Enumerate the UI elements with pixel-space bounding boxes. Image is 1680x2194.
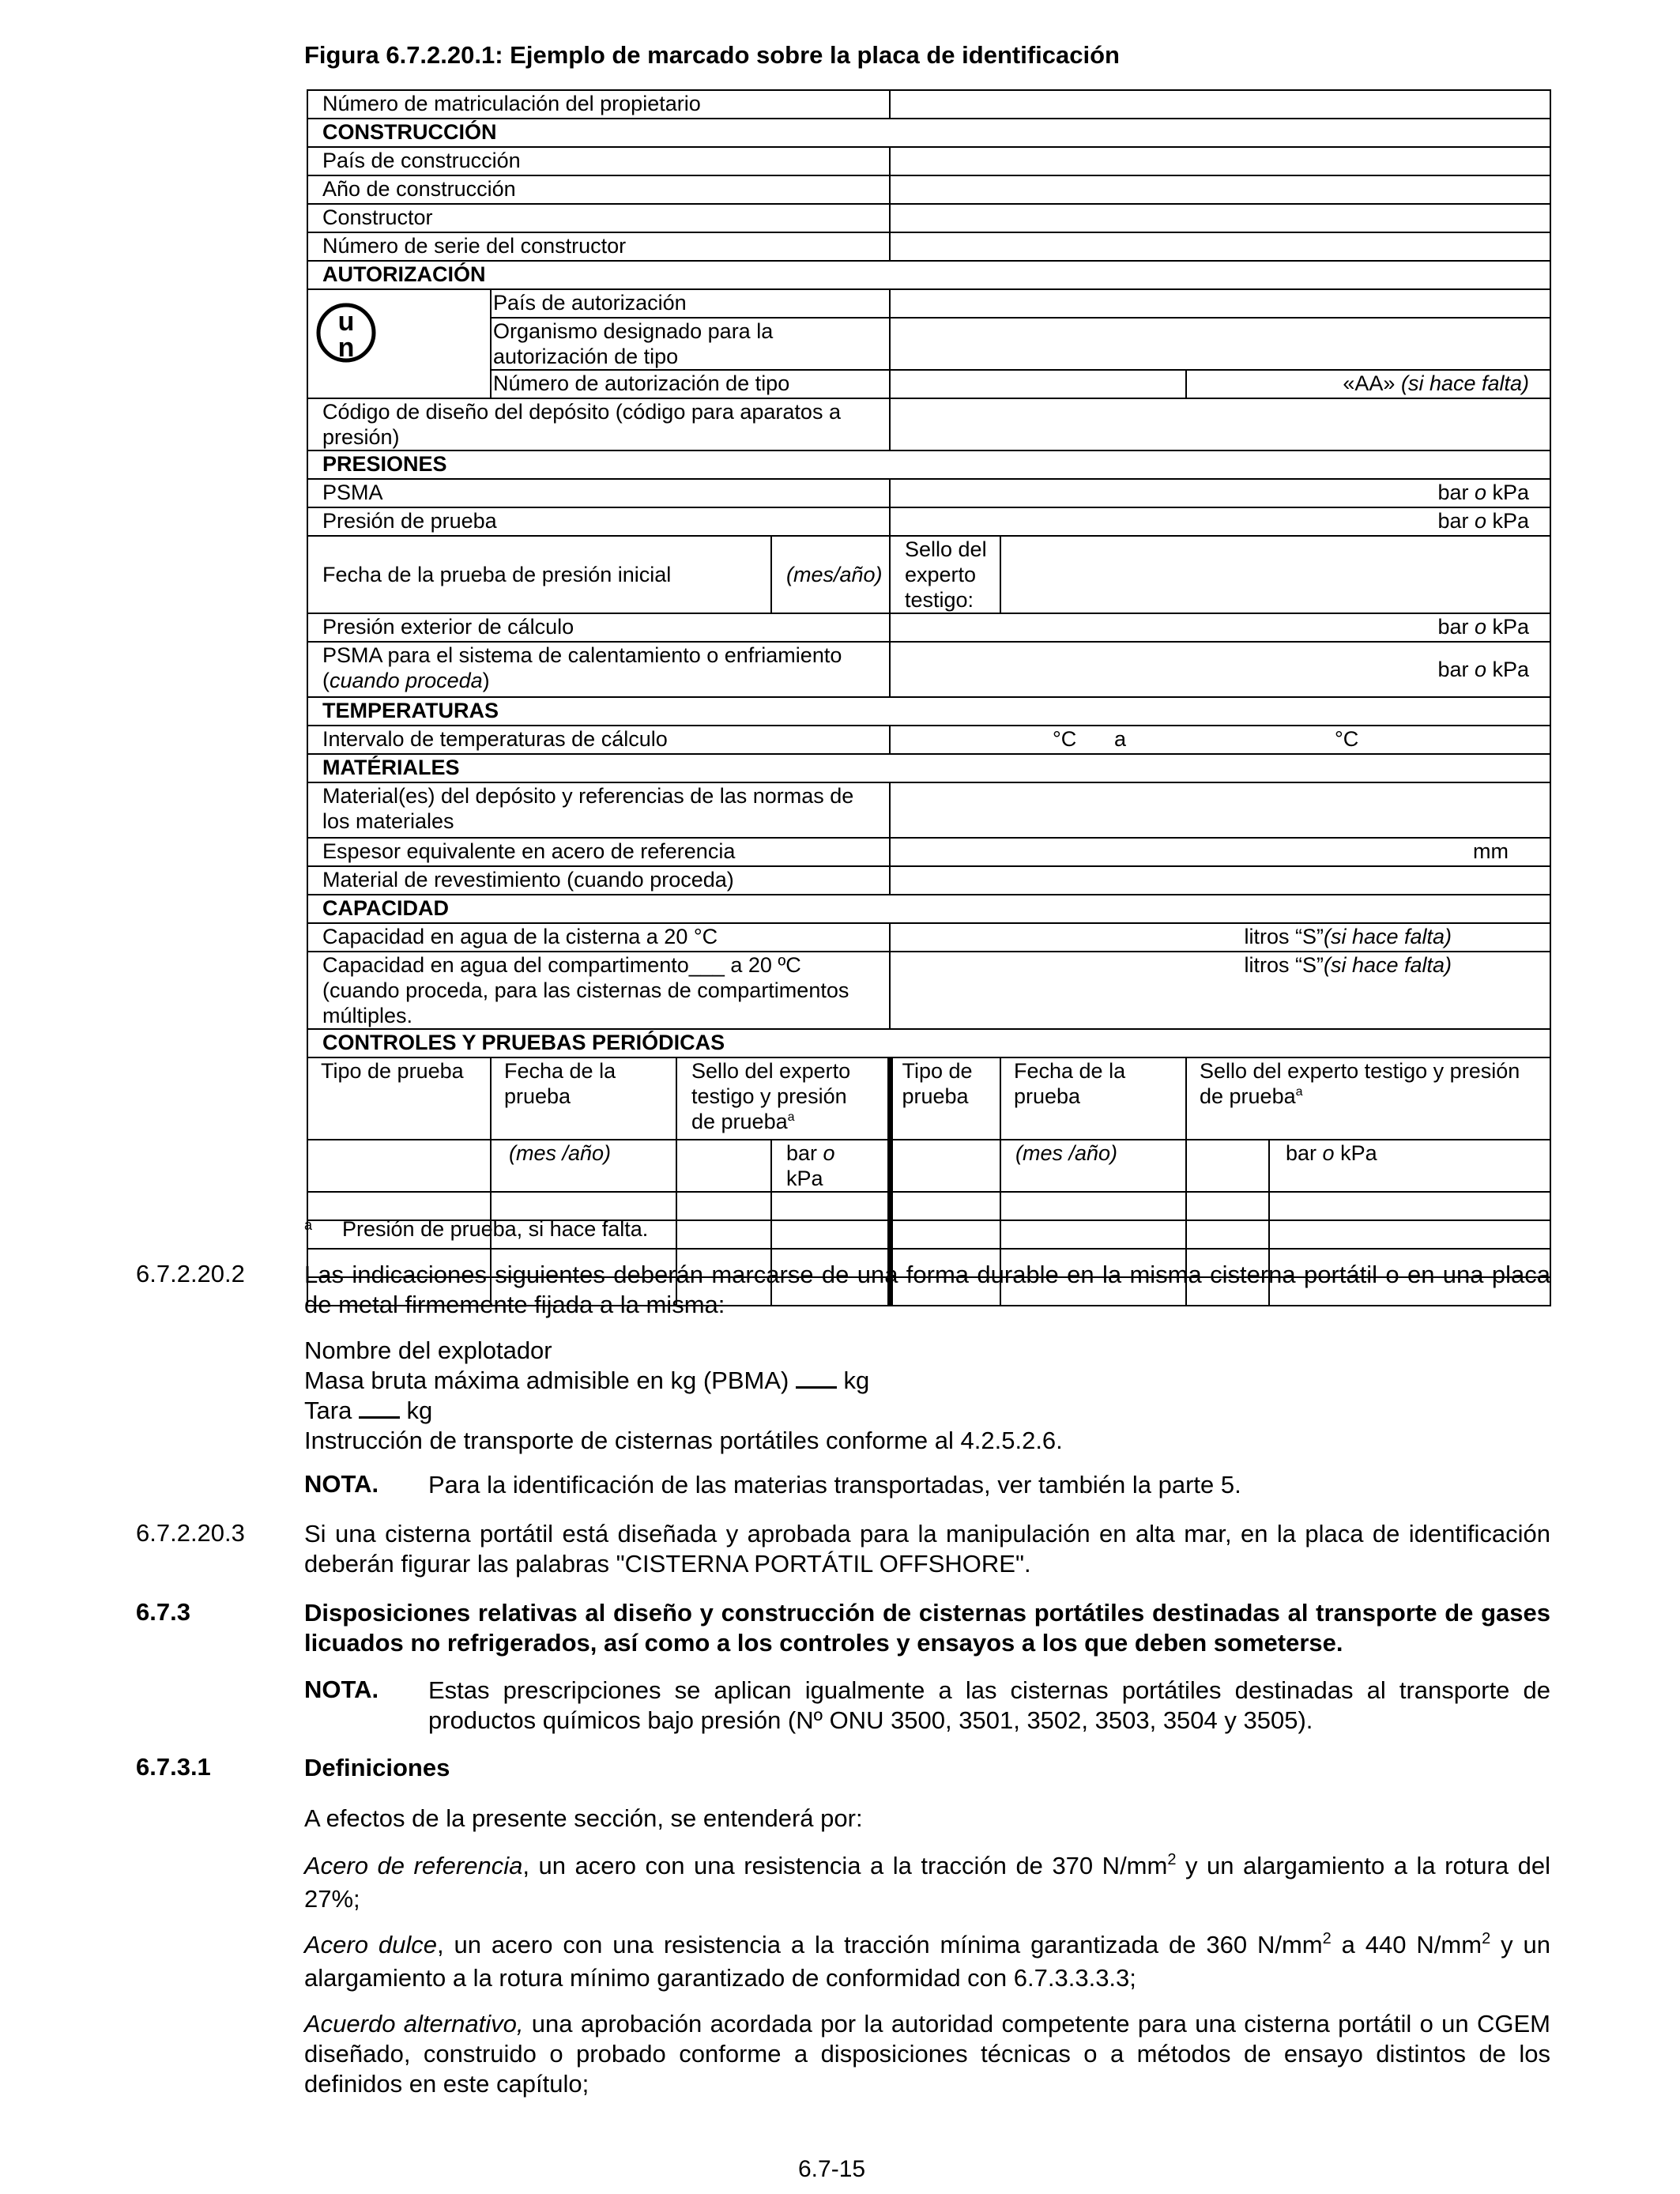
plate-value-cell <box>890 866 1550 895</box>
table-row <box>307 613 1550 642</box>
table-row <box>307 1057 1550 1140</box>
section-heading: CONTROLES Y PRUEBAS PERIÓDICAS <box>307 1029 1550 1057</box>
plate-value-cell <box>1000 536 1550 613</box>
definition-text: , un acero con una resistencia a la tracción mínima garantizada de 360 N/mm <box>437 1931 1323 1958</box>
plate-value-cell <box>890 204 1550 232</box>
plate-label-text: Organismo designado para la autorización de tipo <box>493 319 774 368</box>
footnote-mark: a <box>1295 1085 1303 1099</box>
section-heading: PRESIONES <box>307 450 1550 479</box>
plate-value-cell <box>890 232 1550 261</box>
footnote-mark: a <box>787 1110 795 1124</box>
list-item-text: Tara <box>304 1397 359 1424</box>
unit-kpa: kPa <box>786 1167 823 1190</box>
section-heading: TEMPERATURAS <box>307 697 1550 726</box>
plate-value-cell <box>890 147 1550 175</box>
plate-label: Material de revestimiento (cuando proceda) <box>307 866 890 895</box>
plate-label <box>491 370 890 398</box>
list-item-text: Masa bruta máxima admisible en kg (PBMA) <box>304 1367 796 1394</box>
note-text: Para la identificación de las materias transportadas, ver también la parte 5. <box>428 1471 1241 1498</box>
plate-label-text: ) <box>482 669 490 692</box>
footnote-mark: a <box>304 1217 313 1233</box>
definition-term: Acero dulce <box>304 1931 437 1958</box>
unit-cell <box>890 642 1550 697</box>
plate-label-text: PSMA para el sistema de calentamiento o enfriamiento ( <box>322 643 842 692</box>
aa-cell <box>1186 370 1550 398</box>
unit-or: o <box>1322 1141 1335 1165</box>
unit-cell <box>771 1140 890 1192</box>
col-header: Tipo de prueba <box>307 1057 491 1140</box>
section-heading: MATÉRIALES <box>307 754 1550 782</box>
section-heading: Disposiciones relativas al diseño y construcción de cisternas portátiles destinadas al transporte de gases licuados no refrigerados, así como a los controles y ensayos a los que deben someterse. <box>304 1599 1550 1657</box>
table-row <box>307 697 1550 726</box>
plate-label: País de construcción <box>307 147 890 175</box>
grid-cell <box>1000 1192 1186 1220</box>
table-row <box>307 204 1550 232</box>
definition-text: a 440 N/mm <box>1331 1931 1482 1958</box>
definition-text: una aprobación acordada por la autoridad competente para una cisterna portátil o un CGEM diseñado, construido o probado conforme a disposiciones técnicas o a métodos de ensayo distintos de los definidos en este capítulo; <box>304 2010 1550 2098</box>
list-item <box>304 1396 1550 1426</box>
grid-cell <box>1269 1220 1550 1249</box>
aa-text: «AA» <box>1343 371 1396 395</box>
section-heading: Definiciones <box>304 1754 450 1781</box>
list-item: Instrucción de transporte de cisternas portátiles conforme al 4.2.5.2.6. <box>304 1427 1063 1454</box>
section-heading: AUTORIZACIÓN <box>307 261 1550 289</box>
witness-stamp-label: Sello del experto testigo: <box>890 536 1000 613</box>
table-row <box>307 782 1550 838</box>
col-header <box>676 1057 890 1140</box>
figure-title: Figura 6.7.2.20.1: Ejemplo de marcado sobre la placa de identificación <box>304 41 1120 69</box>
section-paragraph: A efectos de la presente sección, se entenderá por: <box>304 1804 863 1832</box>
definition-term: Acuerdo alternativo, <box>304 2010 524 2038</box>
section-paragraph: Las indicaciones siguientes deberán marcarse de una forma durable en la misma cisterna portátil o en una placa de metal firmemente fijada a la misma: <box>304 1261 1550 1318</box>
grid-cell <box>491 1192 676 1220</box>
section-heading: CAPACIDAD <box>307 895 1550 923</box>
unit-bar: bar <box>1437 509 1475 533</box>
unit-bar: bar <box>1437 658 1475 681</box>
table-row <box>307 1029 1550 1057</box>
note-label: NOTA. <box>304 1470 379 1498</box>
unit-bar: bar <box>1437 481 1475 504</box>
definition-paragraph <box>304 2009 1550 2099</box>
col-header: Fecha de la prueba <box>1000 1057 1186 1140</box>
blank-line <box>359 1399 400 1419</box>
note-label: NOTA. <box>304 1676 379 1703</box>
plate-value-cell <box>890 370 1186 398</box>
plate-value-cell <box>890 289 1550 318</box>
unit-cell <box>890 613 1550 642</box>
date-format-label: (mes/año) <box>771 536 890 613</box>
unit-kpa: kPa <box>1486 615 1530 639</box>
note-text: Estas prescripciones se aplican igualmente a las cisternas portátiles destinadas al transporte de productos químicos bajo presión (Nº ONU 3500, 3501, 3502, 3503, 3504 y 3505). <box>428 1676 1550 1734</box>
unit-note: (si hace falta) <box>1323 953 1452 977</box>
col-header: Tipo de prueba <box>890 1057 1000 1140</box>
list-item-text: kg <box>836 1367 870 1394</box>
list-item: Nombre del explotador <box>304 1336 552 1364</box>
plate-label: Material(es) del depósito y referencias de las normas de los materiales <box>307 782 890 838</box>
grid-cell <box>890 1140 1000 1192</box>
table-row <box>307 398 1550 450</box>
plate-label: Espesor equivalente en acero de referencia <box>307 838 890 866</box>
marking-list <box>304 1336 1550 1456</box>
grid-cell <box>676 1220 771 1249</box>
col-header <box>1186 1057 1550 1140</box>
unit-or: o <box>1474 481 1486 504</box>
grid-cell <box>771 1220 890 1249</box>
table-row <box>307 726 1550 754</box>
table-row <box>307 895 1550 923</box>
col-header-text: Sello del experto testigo y presión de prueba <box>1200 1059 1520 1108</box>
table-row <box>307 507 1550 536</box>
table-row <box>307 90 1550 119</box>
definition-paragraph <box>304 1930 1550 1993</box>
table-row <box>307 370 1550 398</box>
unit-cell <box>890 923 1550 952</box>
plate-label: Intervalo de temperaturas de cálculo <box>307 726 890 754</box>
temp-range-a: a <box>1114 727 1127 751</box>
unit-bar: bar <box>1286 1141 1323 1165</box>
plate-value-cell <box>890 90 1550 119</box>
date-format-label: (mes /año) <box>491 1140 676 1192</box>
un-packaging-symbol-icon <box>316 295 376 371</box>
unit-cell <box>890 507 1550 536</box>
unit-or: o <box>1474 615 1486 639</box>
unit-note: (si hace falta) <box>1323 925 1452 948</box>
list-item-text: kg <box>399 1397 433 1424</box>
plate-label <box>307 642 890 697</box>
unit-kpa: kPa <box>1486 509 1530 533</box>
plate-label: Código de diseño del depósito (código para aparatos a presión) <box>307 398 890 450</box>
un-logo-letter-n: n <box>337 333 355 363</box>
section-heading: CONSTRUCCIÓN <box>307 119 1550 147</box>
unit-kpa: kPa <box>1486 481 1530 504</box>
unit-cell <box>890 952 1550 1029</box>
unit-cell: mm <box>890 838 1550 866</box>
col-header-text: Sello del experto testigo y presión de prueba <box>691 1059 851 1133</box>
grid-cell <box>676 1192 771 1220</box>
plate-value-cell <box>890 398 1550 450</box>
definition-text: y un alargamiento a la rotura mínimo garantizado de conformidad con 6.7.3.3.3.3; <box>304 1931 1550 1992</box>
section-paragraph: Si una cisterna portátil está diseñada y aprobada para la manipulación en alta mar, en la placa de identificación deberán figurar las palabras "CISTERNA PORTÁTIL OFFSHORE". <box>304 1520 1550 1578</box>
table-row <box>307 232 1550 261</box>
plate-label-italic: cuando proceda <box>330 669 483 692</box>
definition-paragraph <box>304 1851 1550 1914</box>
table-row <box>307 838 1550 866</box>
plate-label: Número de matriculación del propietario <box>307 90 890 119</box>
table-row <box>307 261 1550 289</box>
unit-cell <box>890 479 1550 507</box>
un-logo-cell <box>307 289 491 398</box>
table-row <box>307 1140 1550 1192</box>
grid-cell <box>1186 1220 1269 1249</box>
definition-term: Acero de referencia <box>304 1852 523 1879</box>
section-number: 6.7.2.20.3 <box>136 1519 245 1547</box>
plate-value-cell <box>890 782 1550 838</box>
list-item <box>304 1366 1550 1396</box>
table-row <box>307 952 1550 1029</box>
plate-label <box>491 318 890 370</box>
table-row <box>307 450 1550 479</box>
grid-cell <box>890 1220 1000 1249</box>
table-row <box>307 479 1550 507</box>
page-number: 6.7-15 <box>798 2156 866 2182</box>
superscript: 2 <box>1482 1930 1491 1947</box>
grid-cell <box>1186 1192 1269 1220</box>
plate-value-cell <box>890 175 1550 204</box>
table-row <box>307 923 1550 952</box>
unit-bar: bar <box>1437 615 1475 639</box>
section-number: 6.7.3.1 <box>136 1753 211 1781</box>
un-logo-letter-u: u <box>337 307 355 337</box>
superscript: 2 <box>1322 1930 1332 1947</box>
unit-kpa: kPa <box>1486 658 1530 681</box>
definition-text: , un acero con una resistencia a la tracción de 370 N/mm <box>522 1852 1168 1879</box>
grid-cell <box>771 1192 890 1220</box>
temp-unit-min: °C <box>1053 727 1077 751</box>
unit-bar: bar <box>786 1141 823 1165</box>
table-row <box>307 536 1550 613</box>
definition-text: y un alargamiento a la rotura del 27%; <box>304 1852 1550 1913</box>
plate-label: Capacidad en agua del compartimento___ a 20 ºC (cuando proceda, para las cisternas de compartimentos múltiples. <box>307 952 890 1029</box>
grid-cell <box>1186 1140 1269 1192</box>
unit-or: o <box>1474 658 1486 681</box>
grid-cell <box>307 1140 491 1192</box>
table-row <box>307 289 1550 318</box>
footnote-text: Presión de prueba, si hace falta. <box>342 1217 649 1241</box>
table-row <box>307 175 1550 204</box>
plate-label-text: Número de autorización de tipo <box>493 371 790 395</box>
table-row <box>307 1192 1550 1220</box>
plate-label <box>491 289 890 318</box>
section-number: 6.7.2.20.2 <box>136 1260 245 1287</box>
date-format-label: (mes /año) <box>1000 1140 1186 1192</box>
col-header: Fecha de la prueba <box>491 1057 676 1140</box>
aa-note: (si hace falta) <box>1400 371 1530 395</box>
table-row <box>307 866 1550 895</box>
unit-or: o <box>823 1141 835 1165</box>
table-row <box>307 318 1550 370</box>
unit-litros: litros “S” <box>1244 953 1324 977</box>
plate-label: Presión exterior de cálculo <box>307 613 890 642</box>
plate-label: Capacidad en agua de la cisterna a 20 °C <box>307 923 890 952</box>
plate-label: Presión de prueba <box>307 507 890 536</box>
temperature-range-cell <box>890 726 1550 754</box>
plate-label: Fecha de la prueba de presión inicial <box>307 536 771 613</box>
grid-cell <box>676 1140 771 1192</box>
unit-litros: litros “S” <box>1244 925 1324 948</box>
grid-cell <box>307 1192 491 1220</box>
section-number: 6.7.3 <box>136 1598 190 1626</box>
plate-label: PSMA <box>307 479 890 507</box>
temp-unit-max: °C <box>1335 727 1359 751</box>
plate-label: Número de serie del constructor <box>307 232 890 261</box>
identification-plate-table <box>307 89 1551 1306</box>
table-row <box>307 119 1550 147</box>
superscript: 2 <box>1167 1851 1177 1868</box>
plate-label: Constructor <box>307 204 890 232</box>
grid-cell <box>1000 1220 1186 1249</box>
plate-value-cell <box>890 318 1550 370</box>
grid-cell <box>1269 1192 1550 1220</box>
unit-kpa: kPa <box>1334 1141 1377 1165</box>
plate-label-text: País de autorización <box>493 291 687 315</box>
table-footnote <box>304 1217 648 1242</box>
table-row <box>307 642 1550 697</box>
plate-label: Año de construcción <box>307 175 890 204</box>
unit-cell <box>1269 1140 1550 1192</box>
table-row <box>307 147 1550 175</box>
blank-line <box>796 1369 837 1389</box>
table-row <box>307 754 1550 782</box>
unit-or: o <box>1474 509 1486 533</box>
grid-cell <box>890 1192 1000 1220</box>
